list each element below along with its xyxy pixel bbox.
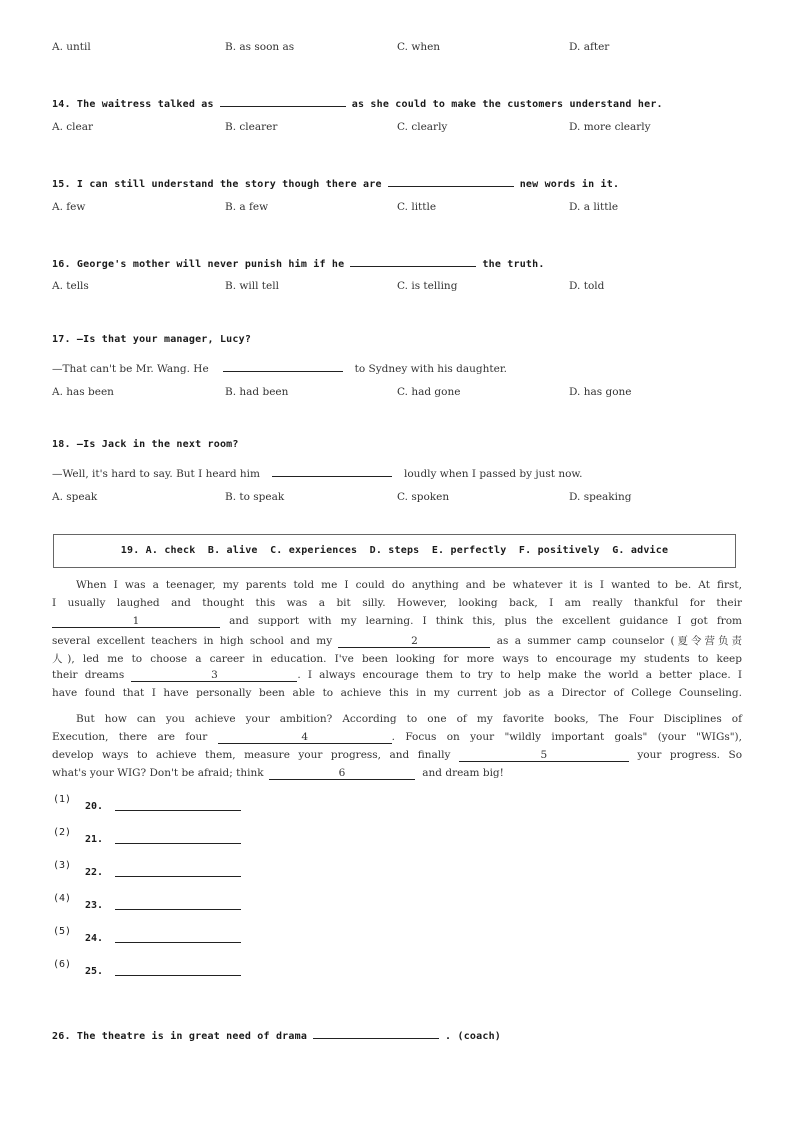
option-b: B. a few [225,201,269,213]
question-stem: 14. The waitress talked as [52,99,214,110]
answer-line[interactable] [115,864,241,877]
question-stem-end: . (coach) [445,1031,502,1042]
option-d: D. has gone [569,386,632,398]
answer-label: (1) [53,794,72,805]
dialogue-line [52,360,507,375]
answer-number: 24. [85,933,104,944]
question-stem: 16. George's mother will never punish him if he [52,259,345,270]
question-stem-end: the truth. [482,259,545,270]
dialogue-line [52,465,583,480]
answer-label: (5) [53,926,72,937]
option-c: C. spoken [397,491,450,503]
answer-number: 21. [85,834,104,845]
answer-label: (2) [53,827,72,838]
answer-blank[interactable] [350,255,476,267]
answer-blank[interactable] [313,1027,439,1039]
answer-label: (3) [53,860,72,871]
answer-line[interactable] [115,798,241,811]
passage-text-end: . Focus on your "wildly important goals" (your "WIGs"), [391,731,742,743]
passage-blank-1[interactable]: 1 [52,615,220,628]
option-d: D. speaking [569,491,632,503]
option-b: B. to speak [225,491,285,503]
passage-line: have found that I have personally been able to achieve this in my current job as a Director of College Counseling. [52,687,742,699]
question-15 [52,175,619,190]
passage-text-end: and dream big! [422,767,504,779]
passage-text: their dreams [52,669,125,681]
answer-label: (6) [53,959,72,970]
question-stem: 26. The theatre is in great need of drama [52,1031,308,1042]
passage-text-end: . I always encourage them to try to help make the world a better place. I [297,669,742,681]
passage-text-end: your progress. So [637,749,743,761]
answer-line[interactable] [115,930,241,943]
passage-text: several excellent teachers in high school and my [52,635,333,647]
dialogue-text: —That can't be Mr. Wang. He [52,363,209,375]
option-d: D. a little [569,201,619,213]
option-a: A. until [52,41,91,53]
answer-blank[interactable] [272,465,392,477]
question-stem: 15. I can still understand the story though there are [52,179,382,190]
question-16 [52,255,545,270]
dialogue-text-end: to Sydney with his daughter. [354,363,508,375]
word-bank-box [53,534,736,568]
option-c: C. had gone [397,386,461,398]
passage-line [52,633,742,648]
answer-number: 20. [85,801,104,812]
answer-line[interactable] [115,963,241,976]
option-b: B. will tell [225,280,279,292]
option-a: A. few [52,201,86,213]
answer-blank[interactable] [220,95,346,107]
option-a: A. speak [52,491,98,503]
passage-blank-2[interactable]: 2 [338,635,490,648]
option-c: C. when [397,41,441,53]
dialogue-text: —Well, it's hard to say. But I heard him [52,468,260,480]
option-d: D. told [569,280,605,292]
question-18: 18. —Is Jack in the next room? [52,439,239,450]
passage-blank-5[interactable]: 5 [459,749,629,762]
passage-text-end: as a summer camp counselor (夏令营负责 [496,635,742,647]
passage-line [52,767,504,780]
option-d: D. more clearly [569,121,651,133]
passage-line: I usually laughed and thought this was a bit silly. However, looking back, I am really thankful for their [52,597,742,609]
answer-blank[interactable] [388,175,514,187]
word-bank: 19. A. check B. alive C. experiences D. steps E. perfectly F. positively G. advice [120,545,669,556]
question-14 [52,95,663,110]
option-d: D. after [569,41,610,53]
passage-blank-3[interactable]: 3 [131,669,297,682]
passage-blank-6[interactable]: 6 [269,767,415,780]
option-a: A. clear [52,121,93,133]
question-17: 17. —Is that your manager, Lucy? [52,334,252,345]
passage-blank-4[interactable]: 4 [218,731,392,744]
passage-line [52,615,742,628]
answer-line[interactable] [115,897,241,910]
answer-number: 22. [85,867,104,878]
question-stem-end: as she could to make the customers understand her. [351,99,663,110]
passage-line [52,749,742,762]
answer-number: 25. [85,966,104,977]
passage-line: When I was a teenager, my parents told me I could do anything and be whatever it is I wanted to be. At first, [76,579,742,591]
passage-line: 人), led me to choose a career in education. I've been looking for more ways to encourage my students to keep [52,653,742,665]
option-a: A. has been [52,386,114,398]
answer-number: 23. [85,900,104,911]
answer-blank[interactable] [223,360,343,372]
option-c: C. clearly [397,121,448,133]
option-c: C. is telling [397,280,458,292]
passage-text: Execution, there are four [52,731,208,743]
question-stem-end: new words in it. [519,179,620,190]
answer-label: (4) [53,893,72,904]
option-a: A. tells [52,280,89,292]
question-26 [52,1027,501,1042]
option-c: C. little [397,201,437,213]
answer-line[interactable] [115,831,241,844]
passage-line: But how can you achieve your ambition? According to one of my favorite books, The Four Disciplines of [76,713,742,725]
option-b: B. had been [225,386,289,398]
option-b: B. clearer [225,121,278,133]
option-b: B. as soon as [225,41,295,53]
passage-text: develop ways to achieve them, measure your progress, and finally [52,749,451,761]
passage-line [52,731,742,744]
passage-text: what's your WIG? Don't be afraid; think [52,767,264,779]
passage-text: and support with my learning. I think this, plus the excellent guidance I got from [229,615,742,627]
dialogue-text-end: loudly when I passed by just now. [404,468,583,480]
passage-line [52,669,742,682]
